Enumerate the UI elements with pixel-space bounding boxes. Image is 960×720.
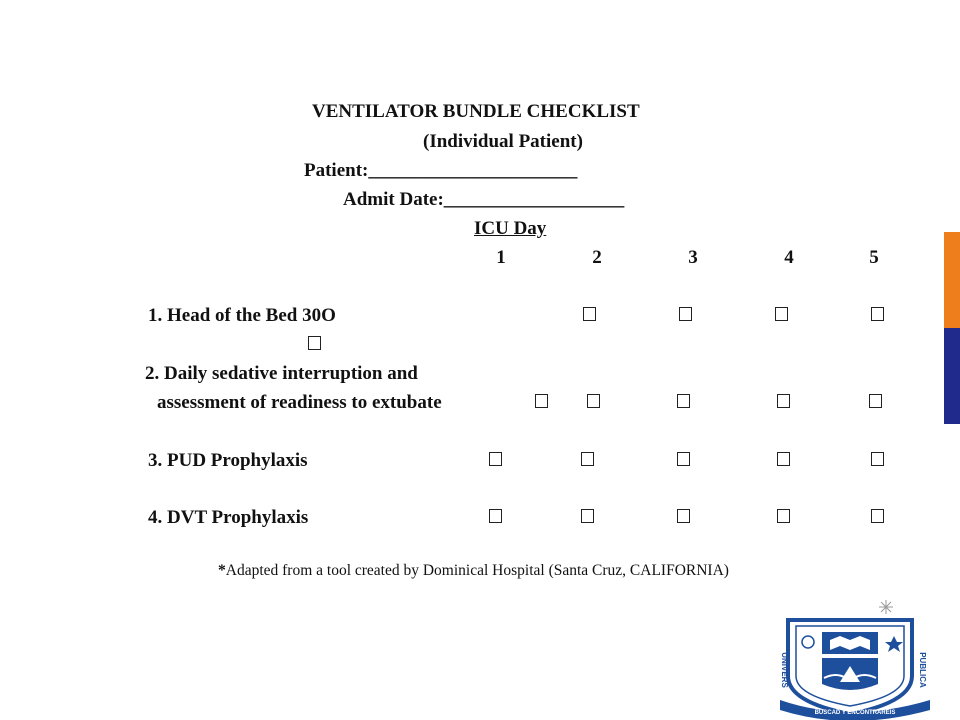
checkbox-item4-day4[interactable]: [777, 509, 790, 523]
checkbox-item4-day3[interactable]: [677, 509, 690, 523]
university-seal-logo: [760, 598, 945, 720]
accent-bar-navy: [944, 328, 960, 424]
checkbox-item4-day5[interactable]: [871, 509, 884, 523]
patient-field: Patient:______________________: [304, 160, 578, 181]
checklist-title: VENTILATOR BUNDLE CHECKLIST: [312, 101, 640, 122]
checkbox-item3-day3[interactable]: [677, 452, 690, 466]
footnote-asterisk: *: [218, 562, 226, 579]
accent-bar-orange: [944, 232, 960, 328]
checkbox-item2-day2[interactable]: [587, 394, 600, 408]
checkbox-item3-day5[interactable]: [871, 452, 884, 466]
checkbox-item2-day3[interactable]: [677, 394, 690, 408]
checkbox-item1-day5[interactable]: [308, 336, 321, 350]
checkbox-item1-day3[interactable]: [775, 307, 788, 321]
item-pud-prophylaxis: 3. PUD Prophylaxis: [148, 450, 308, 471]
checkbox-item4-day1[interactable]: [489, 509, 502, 523]
checkbox-item1-day4[interactable]: [871, 307, 884, 321]
day-number: 1: [496, 247, 506, 268]
day-number: 2: [592, 247, 602, 268]
day-number: 4: [784, 247, 794, 268]
checkbox-item1-day1[interactable]: [583, 307, 596, 321]
item-sedative-interruption: 2. Daily sedative interruption and: [145, 363, 418, 384]
checkbox-item2-day1[interactable]: [535, 394, 548, 408]
checkbox-item2-day5[interactable]: [869, 394, 882, 408]
footnote-text: Adapted from a tool created by Dominical Hospital (Santa Cruz, CALIFORNIA): [225, 562, 729, 579]
checkbox-item3-day2[interactable]: [581, 452, 594, 466]
icu-day-label: ICU Day: [474, 218, 547, 239]
checkbox-item1-day2[interactable]: [679, 307, 692, 321]
admit-date-field: Admit Date:___________________: [343, 189, 625, 210]
item-sedative-interruption-line2: assessment of readiness to extubate: [157, 392, 442, 413]
item-head-of-bed: 1. Head of the Bed 30O: [148, 305, 336, 326]
svg-text:UNIVERS: UNIVERS: [780, 652, 789, 688]
checkbox-item2-day4[interactable]: [777, 394, 790, 408]
checklist-subtitle: (Individual Patient): [423, 131, 583, 152]
checkbox-item3-day4[interactable]: [777, 452, 790, 466]
svg-text:BUSCAD Y ENCONTRAREIS: BUSCAD Y ENCONTRAREIS: [814, 710, 896, 716]
svg-text:PUBLICA: PUBLICA: [918, 652, 927, 688]
checkbox-item4-day2[interactable]: [581, 509, 594, 523]
star-icon: [879, 600, 893, 614]
checkbox-item3-day1[interactable]: [489, 452, 502, 466]
footnote: [218, 562, 729, 580]
day-number: 3: [688, 247, 698, 268]
item-dvt-prophylaxis: 4. DVT Prophylaxis: [148, 507, 309, 528]
day-number: 5: [869, 247, 879, 268]
